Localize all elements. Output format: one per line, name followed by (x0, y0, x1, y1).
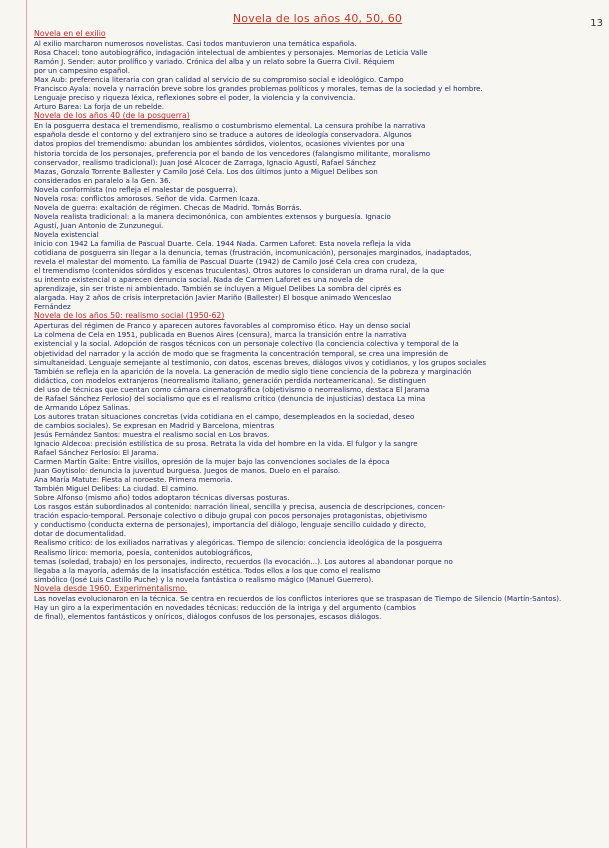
note-line: aprendizaje, sin ser triste ni ambientado. También se incluyen a Miguel Delibes La sombra del ciprés es (34, 284, 402, 294)
note-line: Las novelas evolucionaron en la técnica. Se centra en recuerdos de los conflictos interiores que se traspasan de Tiempo de Silencio (Martín-Santos). (34, 593, 562, 603)
note-line: La colmena de Cela en 1951, publicada en Buenos Aires (censura), marca la transición entre la narrativa (34, 330, 407, 340)
note-line: revela el malestar del momento. La familia de Pascual Duarte (1942) de Camilo José Cela crea con crudeza, (34, 257, 418, 267)
page-title: Novela de los años 40, 50, 60 (232, 12, 403, 25)
note-line: Lenguaje preciso y riqueza léxica, reflexiones sobre el poder, la violencia y la convivencia. (34, 93, 356, 103)
margin-line (26, 0, 27, 848)
note-line: Novela rosa: conflictos amorosos. Señor de vida. Carmen Icaza. (34, 193, 260, 203)
note-line: Francisco Ayala: novela y narración breve sobre los grandes problemas políticos y morales, temas de la sociedad y el hombre. (34, 84, 483, 94)
page-number: 13 (590, 18, 603, 29)
note-line: Novela conformista (no refleja el malestar de posguerra). (34, 184, 238, 194)
note-line: existencial y la social. Adopción de rasgos técnicos con un personaje colectivo (la conciencia colectiva y temporal de la (34, 339, 459, 349)
note-line: Los autores tratan situaciones concretas (vida cotidiana en el campo, desempleados en la sociedad, deseo (34, 411, 415, 421)
note-line: datos propios del tremendismo: abundan los ambientes sórdidos, violentos, ocasiones vivientes por una (34, 139, 405, 149)
note-line: Ana María Matute: Fiesta al noroeste. Primera memoria. (34, 475, 233, 485)
note-line: Fernández (34, 302, 71, 312)
note-line: historia torcida de los personajes, preferencia por el bando de los vencedores (falangismo militante, moralismo (34, 148, 431, 158)
note-line: Max Aub: preferencia literaria con gran calidad al servicio de su compromiso social e ideológico. Campo (34, 75, 404, 85)
note-line: Rosa Chacel: tono autobiográfico, indagación intelectual de ambientes y personajes. Memorias de Leticia Valle (34, 48, 428, 58)
note-line: Novela de guerra: exaltación de régimen. Checas de Madrid. Tomás Borrás. (34, 202, 302, 212)
note-line: tración espacio-temporal. Personaje colectivo o dibujo grupal con pocos personajes protagonistas, objetivismo (34, 511, 427, 521)
section-heading: Novela desde 1960. Experimentalismo. (34, 583, 188, 593)
note-line: También Miguel Delibes: La ciudad. El camino. (34, 484, 199, 494)
note-line: dotar de documentalidad. (34, 529, 126, 539)
note-line: Ignacio Aldecoa: precisión estilística de su prosa. Retrata la vida del hombre en la vida. El fulgor y la sangre (34, 438, 418, 448)
note-line: española desde el contorno y del extranjero sino se traduce a autores de ideología conservadora. Algunos (34, 130, 412, 140)
note-line: Sobre Alfonso (mismo año) todos adoptaron técnicas diversas posturas. (34, 493, 290, 503)
note-line: cotidiana de posguerra sin llegar a la denuncia, temas (frustración, incomunicación), personajes marginados, inadaptados, (34, 248, 472, 258)
note-line: Juan Goytisolo: denuncia la juventud burguesa. Juegos de manos. Duelo en el paraíso. (34, 466, 341, 476)
note-line: y conductismo (conducta externa de personajes), importancia del diálogo, lenguaje sencillo cuidado y directo, (34, 520, 427, 530)
note-line: didáctica, con modelos extranjeros (neorrealismo italiano, generación perdida norteamericana). Se distinguen (34, 375, 426, 385)
note-line: temas (soledad, trabajo) en los personajes, indirecto, recuerdos (la evocación...). Los autores al abandonar porque no (34, 556, 453, 566)
note-line: Hay un giro a la experimentación en novedades técnicas: reducción de la intriga y del argumento (cambios (34, 602, 416, 612)
note-line: Novela realista tradicional: a la manera decimonónica, con ambientes extensos y burguesía. Ignacio (34, 211, 391, 221)
note-line: Arturo Barea: La forja de un rebelde. (34, 102, 165, 112)
note-line: Aperturas del régimen de Franco y aparecen autores favorables al compromiso ético. Hay un denso social (34, 321, 411, 331)
note-line: Rafael Sánchez Ferlosio: El Jarama. (34, 448, 159, 458)
note-line: alargada. Hay 2 años de crisis interpretación Javier Mariño (Ballester) El bosque animado Wenceslao (34, 293, 392, 303)
note-line: simultaneidad. Lenguaje semejante al testimonio, con datos, escenas breves, diálogos vivos y cotidianos, y los grupos sociales (34, 357, 487, 367)
note-line: En la posguerra destaca el tremendismo, realismo o costumbrismo elemental. La censura prohíbe la narrativa (34, 121, 426, 131)
note-line: el tremendismo (contenidos sórdidos y escenas truculentas). Otros autores lo consideran un drama rural, de la que (34, 266, 445, 276)
note-line: Al exilio marcharon numerosos novelistas. Casi todos mantuvieron una temática española. (34, 39, 357, 48)
note-line: objetividad del narrador y la acción de modo que se fragmenta la concentración temporal, se crea una impresión de (34, 348, 449, 358)
note-line: Realismo crítico: de los exiliados narrativas y alegóricas. Tiempo de silencio: conciencia ideológica de la posguerra (34, 538, 443, 548)
note-line: su intento existencial o aparecen denuncia social. Nada de Carmen Laforet es una novela de (34, 275, 364, 285)
section-heading: Novela de los años 40 (de la posguerra) (34, 111, 190, 121)
note-line: Carmen Martín Gaite: Entre visillos, opresión de la mujer bajo las convenciones sociales de la época (34, 457, 390, 467)
note-line: de Rafael Sánchez Ferlosio) del socialismo que es el realismo crítico (denuncia de injusticias) destaca La mina (34, 393, 426, 403)
note-line: simbólico (José Luis Castillo Puche) y la novela fantástica o realismo mágico (Manuel Guerrero). (34, 574, 374, 584)
note-line: de Armando López Salinas. (34, 402, 131, 412)
note-line: Inicio con 1942 La familia de Pascual Duarte. Cela. 1944 Nada. Carmen Laforet. Esta novela refleja la vida (34, 238, 411, 248)
note-line: Los rasgos están subordinados al contenido: narración lineal, sencilla y precisa, ausencia de descripciones, concen- (34, 502, 446, 512)
note-line: Agustí, Juan Antonio de Zunzunegui. (34, 220, 164, 230)
note-line: Mazas, Gonzalo Torrente Ballester y Camilo José Cela. Los dos últimos junto a Miguel Delibes son (34, 166, 378, 176)
note-line: considerados en paralelo a la Gen. 36. (34, 175, 171, 185)
note-line: del uso de técnicas que cuentan como cámara cinematográfica (objetivismo o neorrealismo, destaca El Jarama (34, 384, 430, 394)
note-line: Jesús Fernández Santos: muestra el realismo social en Los bravos. (34, 429, 270, 439)
note-line: También se refleja en la aparición de la novela. La generación de medio siglo tiene conciencia de la pobreza y marginación (34, 366, 472, 376)
section-heading: Novela en el exilio (34, 29, 106, 38)
note-line: de cambios sociales). Se expresan en Madrid y Barcelona, mientras (34, 420, 275, 430)
section-heading: Novela de los años 50: realismo social (1950-62) (34, 311, 225, 321)
note-line: llegaba a la mayoría, además de la insatisfacción estética. Todos ellos a los que como el realismo (34, 565, 381, 575)
note-line: de final), elementos fantásticos y oníricos, diálogos confusos de los personajes, escasos diálogos. (34, 611, 382, 621)
note-line: Ramón J. Sender: autor prolífico y variado. Crónica del alba y un relato sobre la Guerra Civil. Réquiem (34, 57, 395, 67)
note-line: Realismo lírico: memoria, poesía, contenidos autobiográficos, (34, 547, 253, 557)
note-line: conservador, realismo tradicional): Juan José Alcocer de Zarraga, Ignacio Agustí, Rafael Sánchez (34, 157, 376, 167)
note-line: Novela existencial (34, 229, 99, 239)
note-line: por un campesino español. (34, 66, 131, 76)
notes-body (34, 29, 601, 621)
